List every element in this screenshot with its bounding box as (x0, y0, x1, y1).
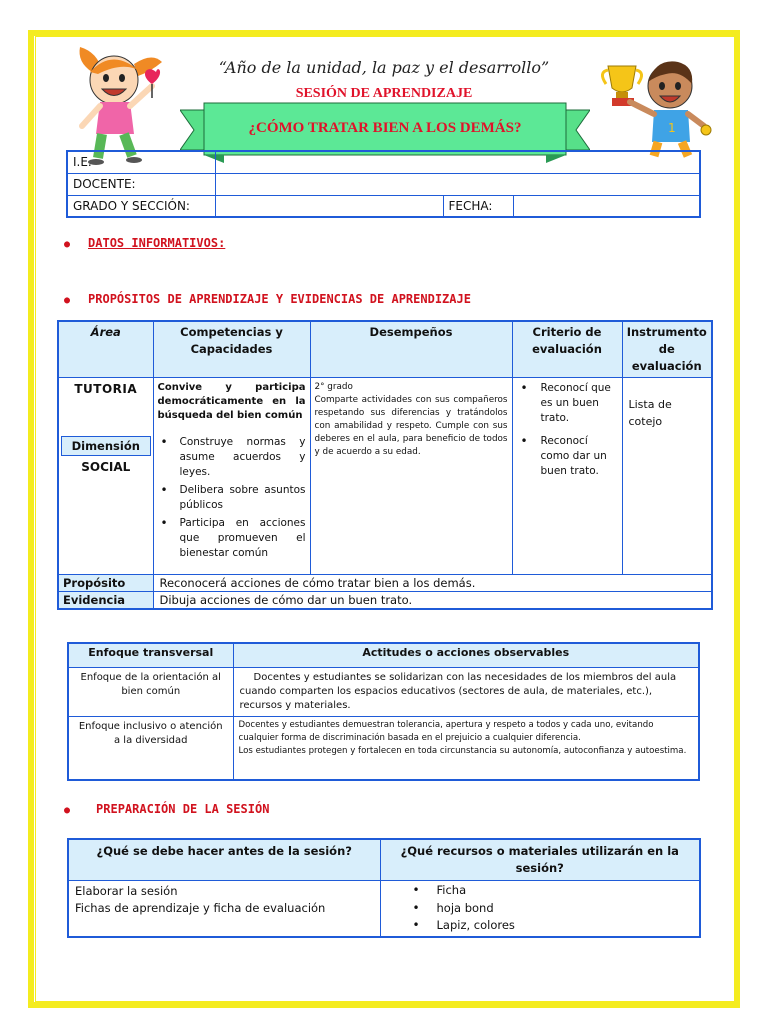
docente-label: DOCENTE: (67, 173, 215, 195)
enfoque-header: Enfoque transversal (68, 643, 233, 667)
enfoque-row-2-actitud: Docentes y estudiantes demuestran tolerancia, apertura y respeto a todos y cada uno, evitando cualquier forma de discriminación basada en el prejuicio a cualquier diferencia. Los estudiantes protegen y fortalecen en toda circunstancia su autonomía, autoconfianza y autoestima. (233, 716, 699, 780)
enfoque-table (67, 642, 700, 781)
grado-value[interactable] (215, 195, 443, 217)
enfoque-row-1-actitud: Docentes y estudiantes se solidarizan con las necesidades de los miembros del aula cuando comparten los espacios educativos (sectores de aula, de materiales, etc.), recursos y materiales. (233, 667, 699, 716)
dimension-label: Dimensión (61, 436, 151, 456)
area-cell (58, 378, 153, 575)
banner-title: ¿CÓMO TRATAR BIEN A LOS DEMÁS? (248, 120, 522, 136)
list-item: • Ficha (413, 882, 696, 900)
instrumento-value: Lista de cotejo (628, 398, 672, 428)
propositos-heading: ● PROPÓSITOS DE APRENDIZAJE Y EVIDENCIAS DE APRENDIZAJE (64, 292, 471, 306)
competencia-title: Convive y participa democráticamente en la búsqueda del bien común (157, 382, 306, 421)
enfoque-row-2-name: Enfoque inclusivo o atención a la diversidad (68, 716, 233, 780)
dimension-value: SOCIAL (81, 460, 131, 474)
desempenos-cell (310, 378, 512, 575)
header-instrumento: Instrumento de evaluación (622, 321, 712, 378)
svg-text:1: 1 (668, 121, 676, 135)
propositos-table (57, 320, 713, 610)
competencias-cell (153, 378, 310, 575)
ie-label: I.E. (67, 151, 215, 173)
criterio-cell (512, 378, 622, 575)
proposito-label: Propósito (58, 575, 153, 592)
list-item: • Participa en acciones que promueven el bienestar común (158, 516, 306, 561)
motto: “Año de la unidad, la paz y el desarrollo” (218, 58, 550, 77)
list-item: • Lapiz, colores (413, 917, 696, 935)
desempeno-text: 2° grado Comparte actividades con sus compañeros respetando sus diferencias y tratándolos con amabilidad y respeto. Cumple con sus deberes en el aula, para beneficio de todos y de acuerdo a su edad. (314, 382, 508, 457)
datos-heading: ● DATOS INFORMATIVOS: (64, 236, 226, 250)
fecha-label: FECHA: (443, 195, 513, 217)
header-area: Área (58, 321, 153, 378)
ie-value[interactable] (215, 151, 700, 173)
instrumento-cell (622, 378, 712, 575)
header-criterio: Criterio de evaluación (512, 321, 622, 378)
list-item: • Delibera sobre asuntos públicos (158, 483, 306, 513)
proposito-value: Reconocerá acciones de cómo tratar bien a los demás. (153, 575, 712, 592)
info-table (66, 150, 701, 218)
list-item: • Reconocí como dar un buen trato. (517, 434, 618, 479)
recursos-header: ¿Qué recursos o materiales utilizarán en la sesión? (380, 839, 700, 881)
antes-cell (68, 881, 380, 937)
actitudes-header: Actitudes o acciones observables (233, 643, 699, 667)
preparacion-heading: ● PREPARACIÓN DE LA SESIÓN (64, 802, 270, 816)
header-desempenos: Desempeños (310, 321, 512, 378)
recursos-cell (380, 881, 700, 937)
grado-label: GRADO Y SECCIÓN: (67, 195, 215, 217)
preparacion-table (67, 838, 701, 938)
list-item: • Construye normas y asume acuerdos y leyes. (158, 435, 306, 480)
header-competencias: Competencias y Capacidades (153, 321, 310, 378)
list-item: • Reconocí que es un buen trato. (517, 381, 618, 426)
recursos-list (385, 882, 696, 935)
antes-header: ¿Qué se debe hacer antes de la sesión? (68, 839, 380, 881)
enfoque-row-1-name: Enfoque de la orientación al bien común (68, 667, 233, 716)
list-item: Elaborar la sesión (75, 884, 178, 898)
area-value: TUTORIA (74, 382, 138, 396)
docente-value[interactable] (215, 173, 700, 195)
evidencia-value: Dibuja acciones de cómo dar un buen trato. (153, 592, 712, 610)
criterios-list (517, 381, 618, 479)
session-title: SESIÓN DE APRENDIZAJE (295, 86, 473, 101)
fecha-value[interactable] (513, 195, 700, 217)
evidencia-label: Evidencia (58, 592, 153, 610)
list-item: • hoja bond (413, 900, 696, 918)
capacidades-list (158, 435, 306, 561)
list-item: Fichas de aprendizaje y ficha de evaluación (75, 901, 326, 915)
